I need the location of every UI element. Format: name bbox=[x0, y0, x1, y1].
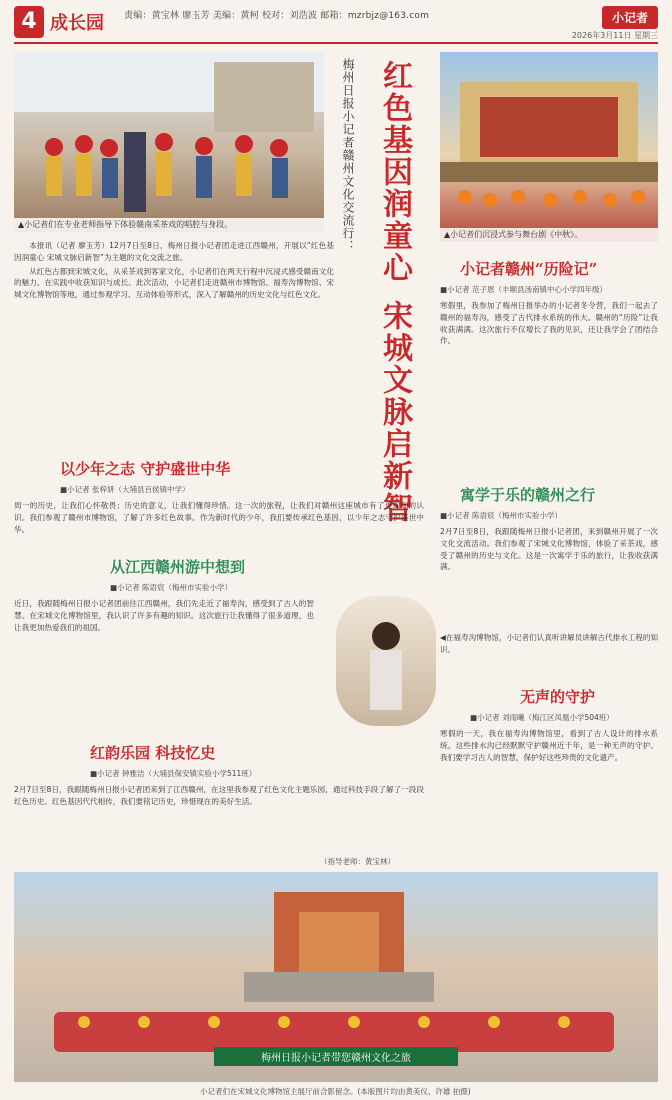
editor-note: （指导老师：黄宝林） bbox=[320, 857, 395, 866]
headline-line2: 宋城文脉启新智 bbox=[377, 300, 412, 524]
intro-byline: 本报讯（记者 廖玉芳）12月7日至8日，梅州日报小记者团走进江西赣州，开展以“红色基因润童心 宋城文脉启新智”为主题的文化交流之旅。 bbox=[14, 241, 334, 262]
intro-body: 从红色古都到宋城文化，从采茶戏到客家文化，小记者们在两天行程中沉浸式感受赣南文化的魅力，在实践中收获知识与成长。此次活动，小记者们走进赣州市博物馆、福寿沟博物馆、宋城文化博物馆等地，通过参观学习、互动体验等形式，深入了解赣州的历史文化与红色文化。 bbox=[14, 266, 334, 300]
issue-date: 2026年3月11日 星期三 bbox=[571, 31, 658, 40]
section-title: 小记者赣州“历险记” bbox=[460, 260, 598, 278]
page-header bbox=[0, 0, 672, 44]
section-byline: ■小记者 范子恩（丰顺县汤南镇中心小学四年级） bbox=[440, 285, 607, 294]
photo-museum bbox=[336, 596, 436, 726]
section-body: 寒假的一天，我在福寿沟博物馆里，看到了古人设计的排水系统。这些排水沟已经默默守护赣州近千年，是一种无声的守护。我们要学习古人的智慧，保护好这些珍贵的文化遗产。 bbox=[440, 729, 658, 762]
section-title: 从江西赣州游中想到 bbox=[110, 558, 246, 576]
section-body: 寒假里，我参加了梅州日报举办的小记者冬令营，我们一起去了赣州的福寿沟，感受了古代排水系统的伟大。赣州的“历险”让我收获满满。这次旅行不仅增长了我的见识，还让我学会了团结合作。 bbox=[440, 301, 658, 346]
section-name: 成长园 bbox=[50, 13, 104, 34]
section-title: 以少年之志 守护盛世中华 bbox=[60, 460, 231, 478]
intro-article bbox=[14, 240, 334, 440]
editor-meta: 责编：黄宝林 廖玉芳 美编：黄柯 校对：刘浩波 邮箱：mzrbjz@163.com bbox=[124, 11, 430, 21]
opera-scene-image bbox=[14, 52, 324, 232]
header-rule bbox=[14, 42, 658, 44]
museum-scene-image bbox=[336, 596, 436, 726]
headline-subtitle: 梅州日报小记者赣州文化交流行： bbox=[341, 58, 355, 253]
section-title: 红韵乐园 科技忆史 bbox=[90, 744, 216, 762]
stage-scene-image bbox=[440, 52, 658, 242]
photo-caption: ▲小记者们沉浸式参与舞台剧《中秋》。 bbox=[440, 228, 658, 242]
group-banner: 梅州日报小记者带您赣州文化之旅 bbox=[214, 1047, 458, 1066]
section-title: 无声的守护 bbox=[520, 688, 596, 706]
section-byline: ■小记者 陈语宸（梅州市实验小学） bbox=[440, 511, 562, 520]
section-body: 近日，我跟随梅州日报小记者团前往江西赣州，我们先走近了福寿沟，感受到了古人的智慧。在宋城文化博物馆里，我认识了许多有趣的知识。这次旅行让我懂得了很多道理，也让我更加热爱我们的祖国。 bbox=[14, 599, 314, 632]
section-byline: ■小记者 刘雨曦（梅江区凤凰小学504班） bbox=[470, 713, 614, 722]
section-byline: ■小记者 张梓妍（大埔县百侯镇中学） bbox=[60, 485, 190, 494]
photo-stage bbox=[440, 52, 658, 242]
brand-logo: 小记者 bbox=[602, 6, 658, 29]
photo-opera bbox=[14, 52, 324, 232]
section-byline: ■小记者 钟雅洁（大埔县保安镇实验小学511班） bbox=[90, 769, 257, 778]
photo-caption: ◀在福寿沟博物馆，小记者们认真听讲解员讲解古代排水工程的知识。 bbox=[440, 633, 658, 654]
headline-line1: 红色基因润童心 bbox=[377, 60, 412, 284]
section-body: 周一的历史，让我们心怀敬畏；历史的意义，让我们懂得珍惜。这一次的旅程，让我们对赣州这座城市有了更深刻的认识。我们参观了赣州市博物馆，了解了许多红色故事。作为新时代的少年，我们要传承红色基因，以少年之志守护盛世中华。 bbox=[14, 501, 424, 534]
section-body: 2月7日至8日，我跟随梅州日报小记者团，来到赣州开展了一次文化交流活动。我们参观了宋城文化博物馆，体验了采茶戏，感受了赣州的历史与文化。这是一次寓学于乐的旅行，让我收获满满。 bbox=[440, 527, 658, 572]
section-title: 寓学于乐的赣州之行 bbox=[460, 486, 596, 504]
section-body: 2月7日至8日，我跟随梅州日报小记者团来到了江西赣州，在这里我参观了红色文化主题乐园，通过科技手段了解了一段段红色历史。红色基因代代相传，我们要铭记历史，珍惜现在的美好生活。 bbox=[14, 785, 424, 806]
section-byline: ■小记者 陈语宸（梅州市实验小学） bbox=[110, 583, 232, 592]
photo-group bbox=[14, 872, 658, 1082]
photo-caption: ▲小记者们在专业老师指导下体验赣南采茶戏的唱腔与身段。 bbox=[14, 218, 324, 232]
bottom-caption: 小记者们在宋城文化博物馆主展厅前合影留念。(本版图片均由黄美仪、许雄 拍摄) bbox=[200, 1087, 471, 1096]
page-number: 4 bbox=[14, 6, 44, 38]
